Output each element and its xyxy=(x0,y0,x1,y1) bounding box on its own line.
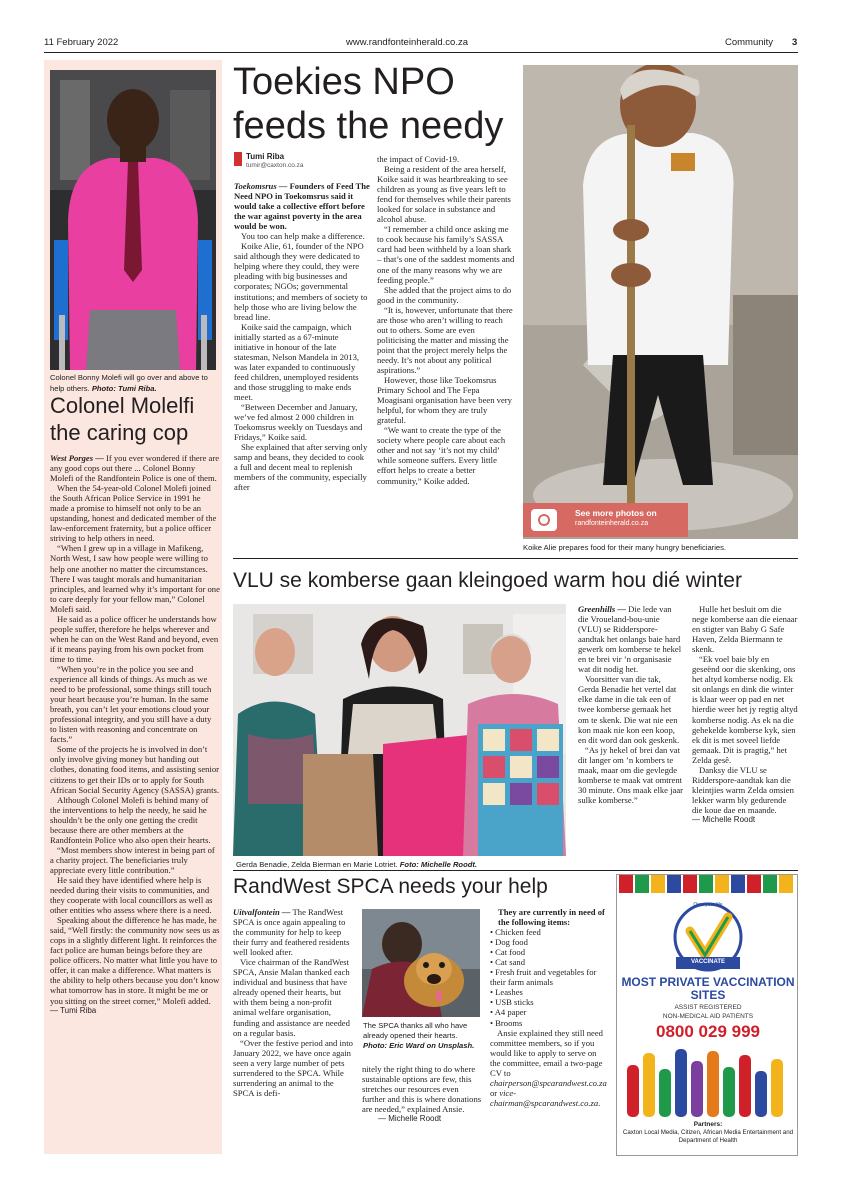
ad-subtitle-1: ASSIST REGISTERED xyxy=(674,1004,742,1011)
toekies-column-2: the impact of Covid-19. Being a resident of the area herself, Koike said it was heartbreaking to see children as young as five years left to fend for themselves while their parents looked for solace in substance and alcohol abuse. “I remember a child once asking me to cook because his family’s SASSA card had been withheld by a loan shark – that’s one of the saddest moments and one of the many reasons why we are feeding people.” She added that the project aims to do good in the community. “It is, however, unfortunate that there are those who aren’t willing to reach out to others. Some are even politicising the matter and missing the point that the project merely helps the needy. It’s not about any political aspirations.” However, those like Toekomsrus Primary School and The Fepa Moagisani organisation have been very helpful, for whom they are truly grateful. “We want to create the type of the society where people care about each other and not say ‘it’s not my child’ while someone suffers. Every little effort helps to create a better community,” Koike added. xyxy=(377,154,515,486)
koike-photo-caption: Koike Alie prepares food for their many hungry beneficiaries. xyxy=(523,543,727,552)
vaccination-ad[interactable] xyxy=(616,874,798,1156)
spca-column-1: Uitvalfontein — The RandWest SPCA is once again appealing to the community for help to keep their furry and feathered residents well looked after. Vice chairman of the RandWest SPCA, Ansie Malan thanked each individual and business that have already opened their hearts, but with them being a non-profit animal welfare organisation, funding and assistance are needed on a regular basis. “Over the festive period and into January 2022, we have once again seen a very large number of pets surrendered to the SPCA. While surrendering an animal to the SPCA is defi- xyxy=(233,907,353,1098)
spca-headline: RandWest SPCA needs your help xyxy=(233,875,548,898)
molefi-photo-caption: Colonel Bonny Molefi will go over and above to help others. Photo: Tumi Riba. xyxy=(50,373,208,393)
needs-item: • Chicken feed xyxy=(490,927,541,938)
ad-partners-label: Partners: xyxy=(693,1121,723,1128)
needs-item: • Brooms xyxy=(490,1017,523,1028)
email-chairperson-link[interactable]: chairperson@spcarandwest.co.za xyxy=(490,1077,607,1088)
photo-badge-line1: See more photos on xyxy=(575,508,657,518)
vlu-column-2: Hulle het besluit om die nege komberse aan die eienaar en stigter van Baby G Safe Haven, Zelda Biermann te skenk. “Ek voel baie bly en geseënd oor die skenking, ons het altyd komberse nodig. Ek sit onlangs en dink die winter is klaar weer op pad en net hierdie weer het jy regtig altyd komberse nodig. As ek na die gehekelde komberse kyk, sien ek dit is met soveel liefde gemaak. Dit is pragtig,” het Zelda gesê. Danksy die VLU se Ridderspore-aandtak kan die kleintjies warm Zelda omsien lekker warm bly gedurende die koue dae en maande. — Michelle Roodt xyxy=(692,604,798,824)
vlu-column-1: Greenhills — Die lede van die Vroueland-bou-unie (VLU) se Ridderspore-aandtak het onlangs baie hard gewerk om komberse te hekel en te brei vir ’n organisasie wat dit nodig het. Voorsitter van die tak, Gerda Benadie het vertel dat elke dame in die tak een of twee komberse gemaak het om te skenk. Die wat nie een kon maak nie kon een koop, en dit word dan ook geskenk. “As jy hekel of brei dan vat dit langer om ’n kombers te maak, maar om die gevlegde komberse te maak vat omtrent 30 minute. Ons maak elke jaar sulke komberse.” xyxy=(578,604,683,805)
molefi-headline: Colonel Molelfi the caring cop xyxy=(50,393,195,445)
ad-title: MOST PRIVATE VACCINATION SITES xyxy=(621,975,795,1002)
section-rule xyxy=(233,558,798,559)
needs-item: • Leashes xyxy=(490,987,523,998)
ad-hands-illustration xyxy=(621,1045,795,1117)
ad-partners: Caxton Local Media, Citizen, African Media Entertainment and Department of Health xyxy=(622,1129,794,1144)
issue-date: 11 February 2022 xyxy=(44,37,119,48)
vlu-headline: VLU se komberse gaan kleingoed warm hou dié winter xyxy=(233,569,742,592)
section-rule-2 xyxy=(233,870,798,871)
molefi-article: West Porges — If you ever wondered if there are any good cops out there ... Colonel Bonny Molefi of the Randfontein Police is one of them. When the 54-year-old Colonel Molefi joined the South African Police Service in 1991 he made a promise to himself not only to be an upstanding, honest and dedicated member of the law-enforcement fraternity, but a police officer striving to help others in need. “When I grew up in a village in Mafikeng, North West, I saw how people were willing to help one another no matter the circumstances. There I was taught morals and humanitarian principles, and learned why it’s important for one to care deeply for your fellow man,” Colonel Molefi said. He said as a police officer he understands how people suffer, therefore he helps wherever and when he can on the West Rand and beyond, even if it means paying from his own pocket from time to time. “When you’re in the police you see and experience all kinds of things. As much as we need to be professional, some things still touch your heart because you’re human. In the same breath, you can’t let your emotions cloud your professional integrity, and you still have a duty to listen with reasoning and concentrate on facts.” Some of the projects he is involved in don’t only involve giving money but handing out clothes, donating food items, and assisting senior citizens to get their IDs or to apply for South African Social Security Agency (SASSA) grants. Although Colonel Molefi is behind many of the interventions to help the needy, he said he shouldn’t be the only one getting the credit because there are other members at the Randfontein Police who also open their hearts. “Most members show interest in being part of a charity project. The beneficiaries truly appreciate every little contribution.” He said they have identified where help is needed during their visits to communities, and they cooperate with local councillors as well as other entities who assess where there is a need. Speaking about the difference he has made, he said, “Well firstly: the community now sees us as cops in a slightly different light. It reinforces the fact police are human beings before they are police officers. No matter what little you have to offer, it can make a difference. What matters is the ability to help others because you don’t know what tomorrow has in store. It might be me or you sitting on the street corner,” Molefi added. — Tumi Riba xyxy=(50,453,220,1015)
header-rule xyxy=(44,52,798,53)
section-name: Community xyxy=(725,37,774,48)
needs-item: • Cat sand xyxy=(490,957,526,968)
ad-logo-small-text: Own your life xyxy=(693,902,723,908)
ad-phone-number[interactable]: 0800 029 999 xyxy=(656,1022,760,1041)
molefi-photo xyxy=(50,70,216,370)
needs-item: • USB sticks xyxy=(490,997,534,1008)
needs-item: • Cat food xyxy=(490,947,526,958)
needs-item: • Dog food xyxy=(490,937,528,948)
vlu-photo-caption: Gerda Benadie, Zelda Bierman en Marie Lotriet. Foto: Michelle Roodt. xyxy=(236,860,477,869)
ad-subtitle-2: NON-MEDICAL AID PATIENTS xyxy=(662,1013,754,1020)
toekies-byline-name: Tumi Riba xyxy=(246,152,285,161)
byline-marker xyxy=(234,152,242,166)
website-link[interactable]: www.randfonteinherald.co.za xyxy=(346,37,468,48)
vlu-photo xyxy=(233,604,566,856)
spca-photo-caption: The SPCA thanks all who have already opened their hearts. Photo: Eric Ward on Unsplash. xyxy=(363,1021,475,1050)
needs-item: • A4 paper xyxy=(490,1007,527,1018)
photo-badge-line2: randfonteinherald.co.za xyxy=(575,520,649,527)
page-number: 3 xyxy=(792,37,798,48)
camera-icon xyxy=(531,509,557,531)
needs-item: • Fresh fruit and vegetables for their farm animals xyxy=(490,967,597,988)
ad-logo-text: VACCINATE xyxy=(690,959,726,965)
koike-photo xyxy=(523,65,798,539)
toekies-column-1: Toekomsrus — Founders of Feed The Need NPO in Toekomsrus said it would take a collective effort before the war against poverty in the area would be won. You too can help make a difference. Koike Alie, 61, founder of the NPO said although they were dedicated to helping where they could, they were pleading with big businesses and corporates; NGOs; governmental institutions; and members of society to help those who are living below the bread line. Koike said the campaign, which initially started as a 67-minute initiative in honour of the late statesman, Nelson Mandela in 2013, was later expanded to continuously feed children, unemployed residents and those struggling to make ends meet. “Between December and January, we’ve fed almost 2 000 children in Toekomsrus weekly on Tuesdays and Fridays,” Koike said. She explained that after serving only samp and beans, they decided to cook a full and decent meal to replenish members of the community, especially after xyxy=(234,181,370,493)
ad-flag-bunting xyxy=(617,875,798,897)
spca-dog-photo xyxy=(362,909,480,1017)
toekies-headline: Toekies NPO feeds the needy xyxy=(233,61,504,147)
toekies-byline-email[interactable]: tumir@caxton.co.za xyxy=(246,162,304,169)
spca-column-2-continued: nitely the right thing to do where sustainable options are few, this stretches our resources even further and this is where donations are needed,” explained Ansie. — Michelle Roodt xyxy=(362,1064,482,1124)
photo-gallery-badge[interactable] xyxy=(523,503,688,537)
email-vice-chairman-link[interactable]: vice-chairman@spcarandwest.co.za xyxy=(490,1087,599,1108)
spca-needs-column: They are currently in need of the following items: • Chicken feed • Dog food • Cat food • Cat sand • Fresh fruit and vegetables for their farm animals • Leashes • USB sticks • A4 paper • Brooms Ansie explained they still need committee members, so if you would like to apply to serve on the committee, email a two-page CV to chairperson@spcarandwest.co.za or vice-chairman@spcarandwest.co.za. xyxy=(490,907,607,1108)
